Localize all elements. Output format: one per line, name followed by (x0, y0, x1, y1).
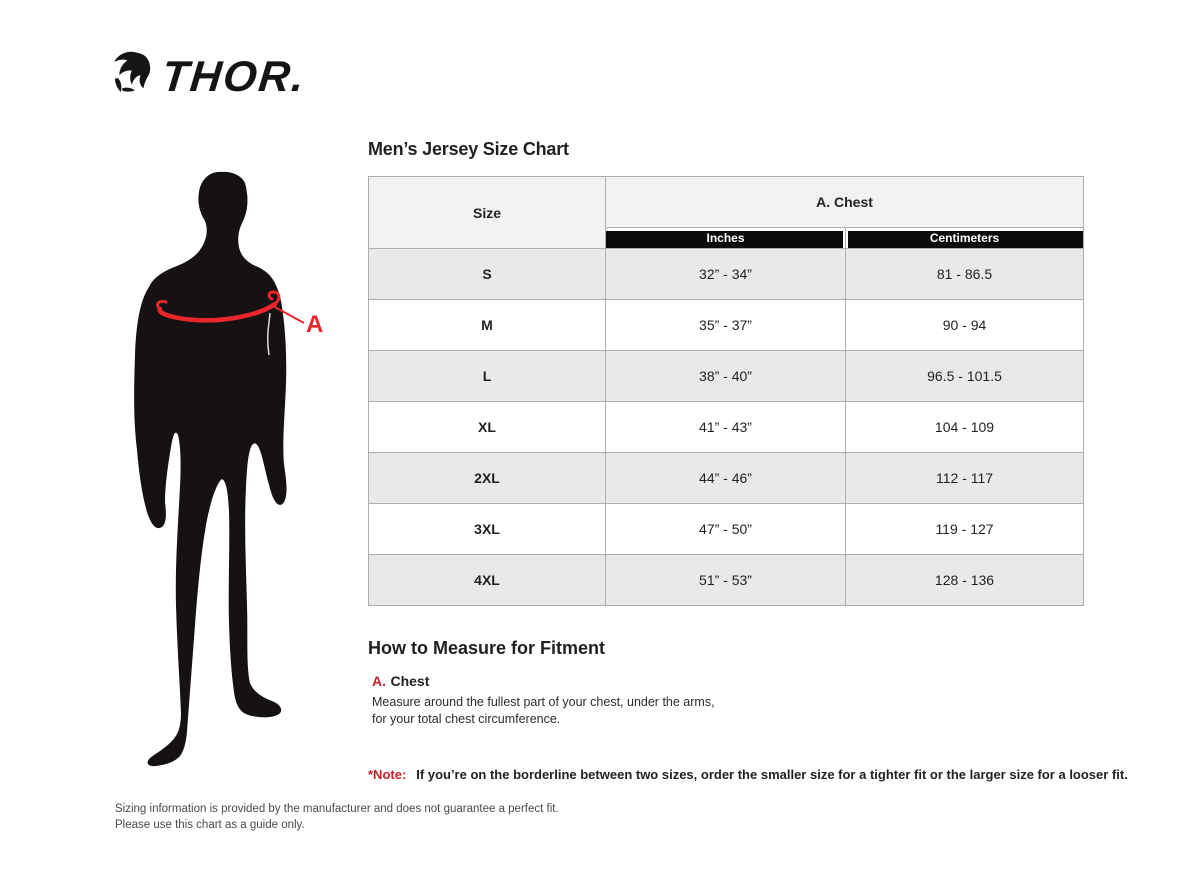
brand-logo (112, 46, 309, 102)
size-cell: 2XL (369, 453, 606, 504)
col-header-chest: A. Chest (606, 177, 1084, 228)
fit-note (368, 767, 1128, 782)
size-row (369, 453, 1084, 504)
size-row (369, 300, 1084, 351)
size-row (369, 555, 1084, 606)
note-label: *Note: (368, 767, 407, 782)
disclaimer-line-1: Sizing information is provided by the manufacturer and does not guarantee a perfect fit. (115, 803, 559, 815)
thor-goat-icon (112, 46, 156, 102)
size-cell: 3XL (369, 504, 606, 555)
size-row (369, 249, 1084, 300)
col-header-centimeters: Centimeters (846, 228, 1084, 249)
sizing-disclaimer (115, 801, 559, 833)
measurement-item-title (372, 673, 742, 691)
silhouette-shape (134, 172, 286, 766)
measurement-item-chest (372, 673, 742, 728)
size-cell: XL (369, 402, 606, 453)
body-silhouette (125, 165, 325, 775)
chest-point-label: A (306, 311, 324, 338)
inches-cell: 41” - 43” (606, 402, 846, 453)
size-cell: L (369, 351, 606, 402)
inches-cell: 44” - 46” (606, 453, 846, 504)
note-text: If you’re on the borderline between two sizes, order the smaller size for a tighter fit or the larger size for a looser fit. (416, 767, 1128, 782)
inches-cell: 35” - 37” (606, 300, 846, 351)
centimeters-cell: 112 - 117 (846, 453, 1084, 504)
measurement-description: Measure around the fullest part of your chest, under the arms, for your total chest circumference. (372, 695, 715, 726)
centimeters-cell: 128 - 136 (846, 555, 1084, 606)
centimeters-cell: 96.5 - 101.5 (846, 351, 1084, 402)
size-row (369, 402, 1084, 453)
centimeters-cell: 90 - 94 (846, 300, 1084, 351)
size-cell: S (369, 249, 606, 300)
how-to-measure-heading: How to Measure for Fitment (368, 638, 606, 658)
col-header-inches: Inches (606, 228, 846, 249)
measurement-name: Chest (390, 673, 430, 689)
inches-cell: 47” - 50” (606, 504, 846, 555)
inches-cell: 32” - 34” (606, 249, 846, 300)
size-row (369, 504, 1084, 555)
size-cell: M (369, 300, 606, 351)
size-table (368, 176, 1084, 606)
centimeters-cell: 119 - 127 (846, 504, 1084, 555)
page-title: Men’s Jersey Size Chart (368, 139, 569, 159)
inches-cell: 51” - 53” (606, 555, 846, 606)
disclaimer-line-2: Please use this chart as a guide only. (115, 819, 305, 831)
col-header-size: Size (369, 177, 606, 249)
size-row (369, 351, 1084, 402)
size-cell: 4XL (369, 555, 606, 606)
measurement-key: A. (372, 673, 386, 689)
centimeters-cell: 81 - 86.5 (846, 249, 1084, 300)
thor-wordmark: THOR. (159, 53, 309, 101)
table-header-row (369, 177, 1084, 228)
inches-cell: 38” - 40” (606, 351, 846, 402)
centimeters-cell: 104 - 109 (846, 402, 1084, 453)
